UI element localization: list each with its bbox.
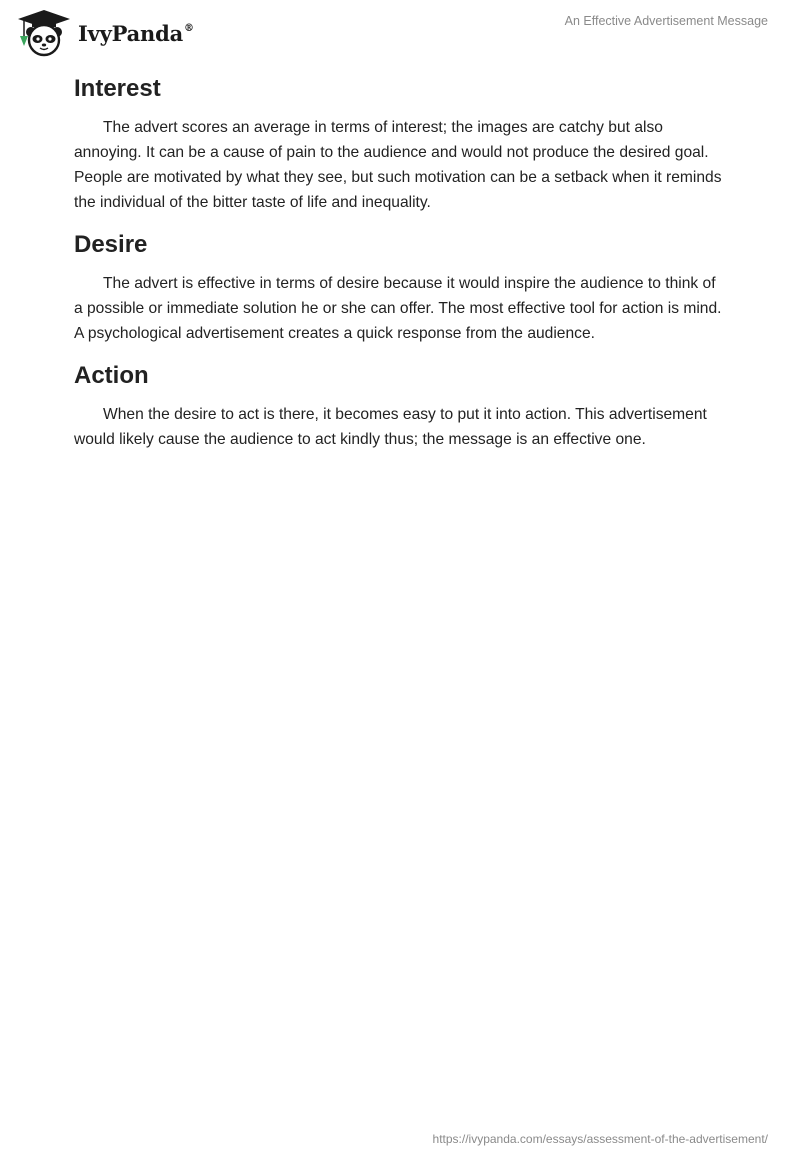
section-heading-action: Action — [74, 362, 149, 389]
document-body — [74, 72, 726, 465]
footer-url-link[interactable]: https://ivypanda.com/essays/assessment-of-the-advertisement/ — [432, 1132, 768, 1146]
ivypanda-logo[interactable] — [14, 8, 194, 58]
logo-text: IvyPanda® — [78, 20, 194, 46]
section-paragraph-desire: The advert is effective in terms of desire because it would inspire the audience to think of a possible or immediate solution he or she can offer. The most effective tool for action is mind. A psychological advertisement creates a quick response from the audience. — [74, 275, 722, 342]
document-title: An Effective Advertisement Message — [564, 14, 768, 28]
section-heading-desire: Desire — [74, 231, 148, 258]
panda-graduate-icon — [14, 8, 74, 58]
section-paragraph-action: When the desire to act is there, it becomes easy to put it into action. This advertisement would likely cause the audience to act kindly thus; the message is an effective one. — [74, 406, 707, 448]
section-paragraph-interest: The advert scores an average in terms of interest; the images are catchy but also annoying. It can be a cause of pain to the audience and would not produce the desired goal. People are motivated by what they see, but such motivation can be a setback when it reminds the individual of the bitter taste of life and inequality. — [74, 119, 722, 211]
section-heading-interest: Interest — [74, 75, 161, 102]
registered-mark: ® — [184, 22, 194, 34]
